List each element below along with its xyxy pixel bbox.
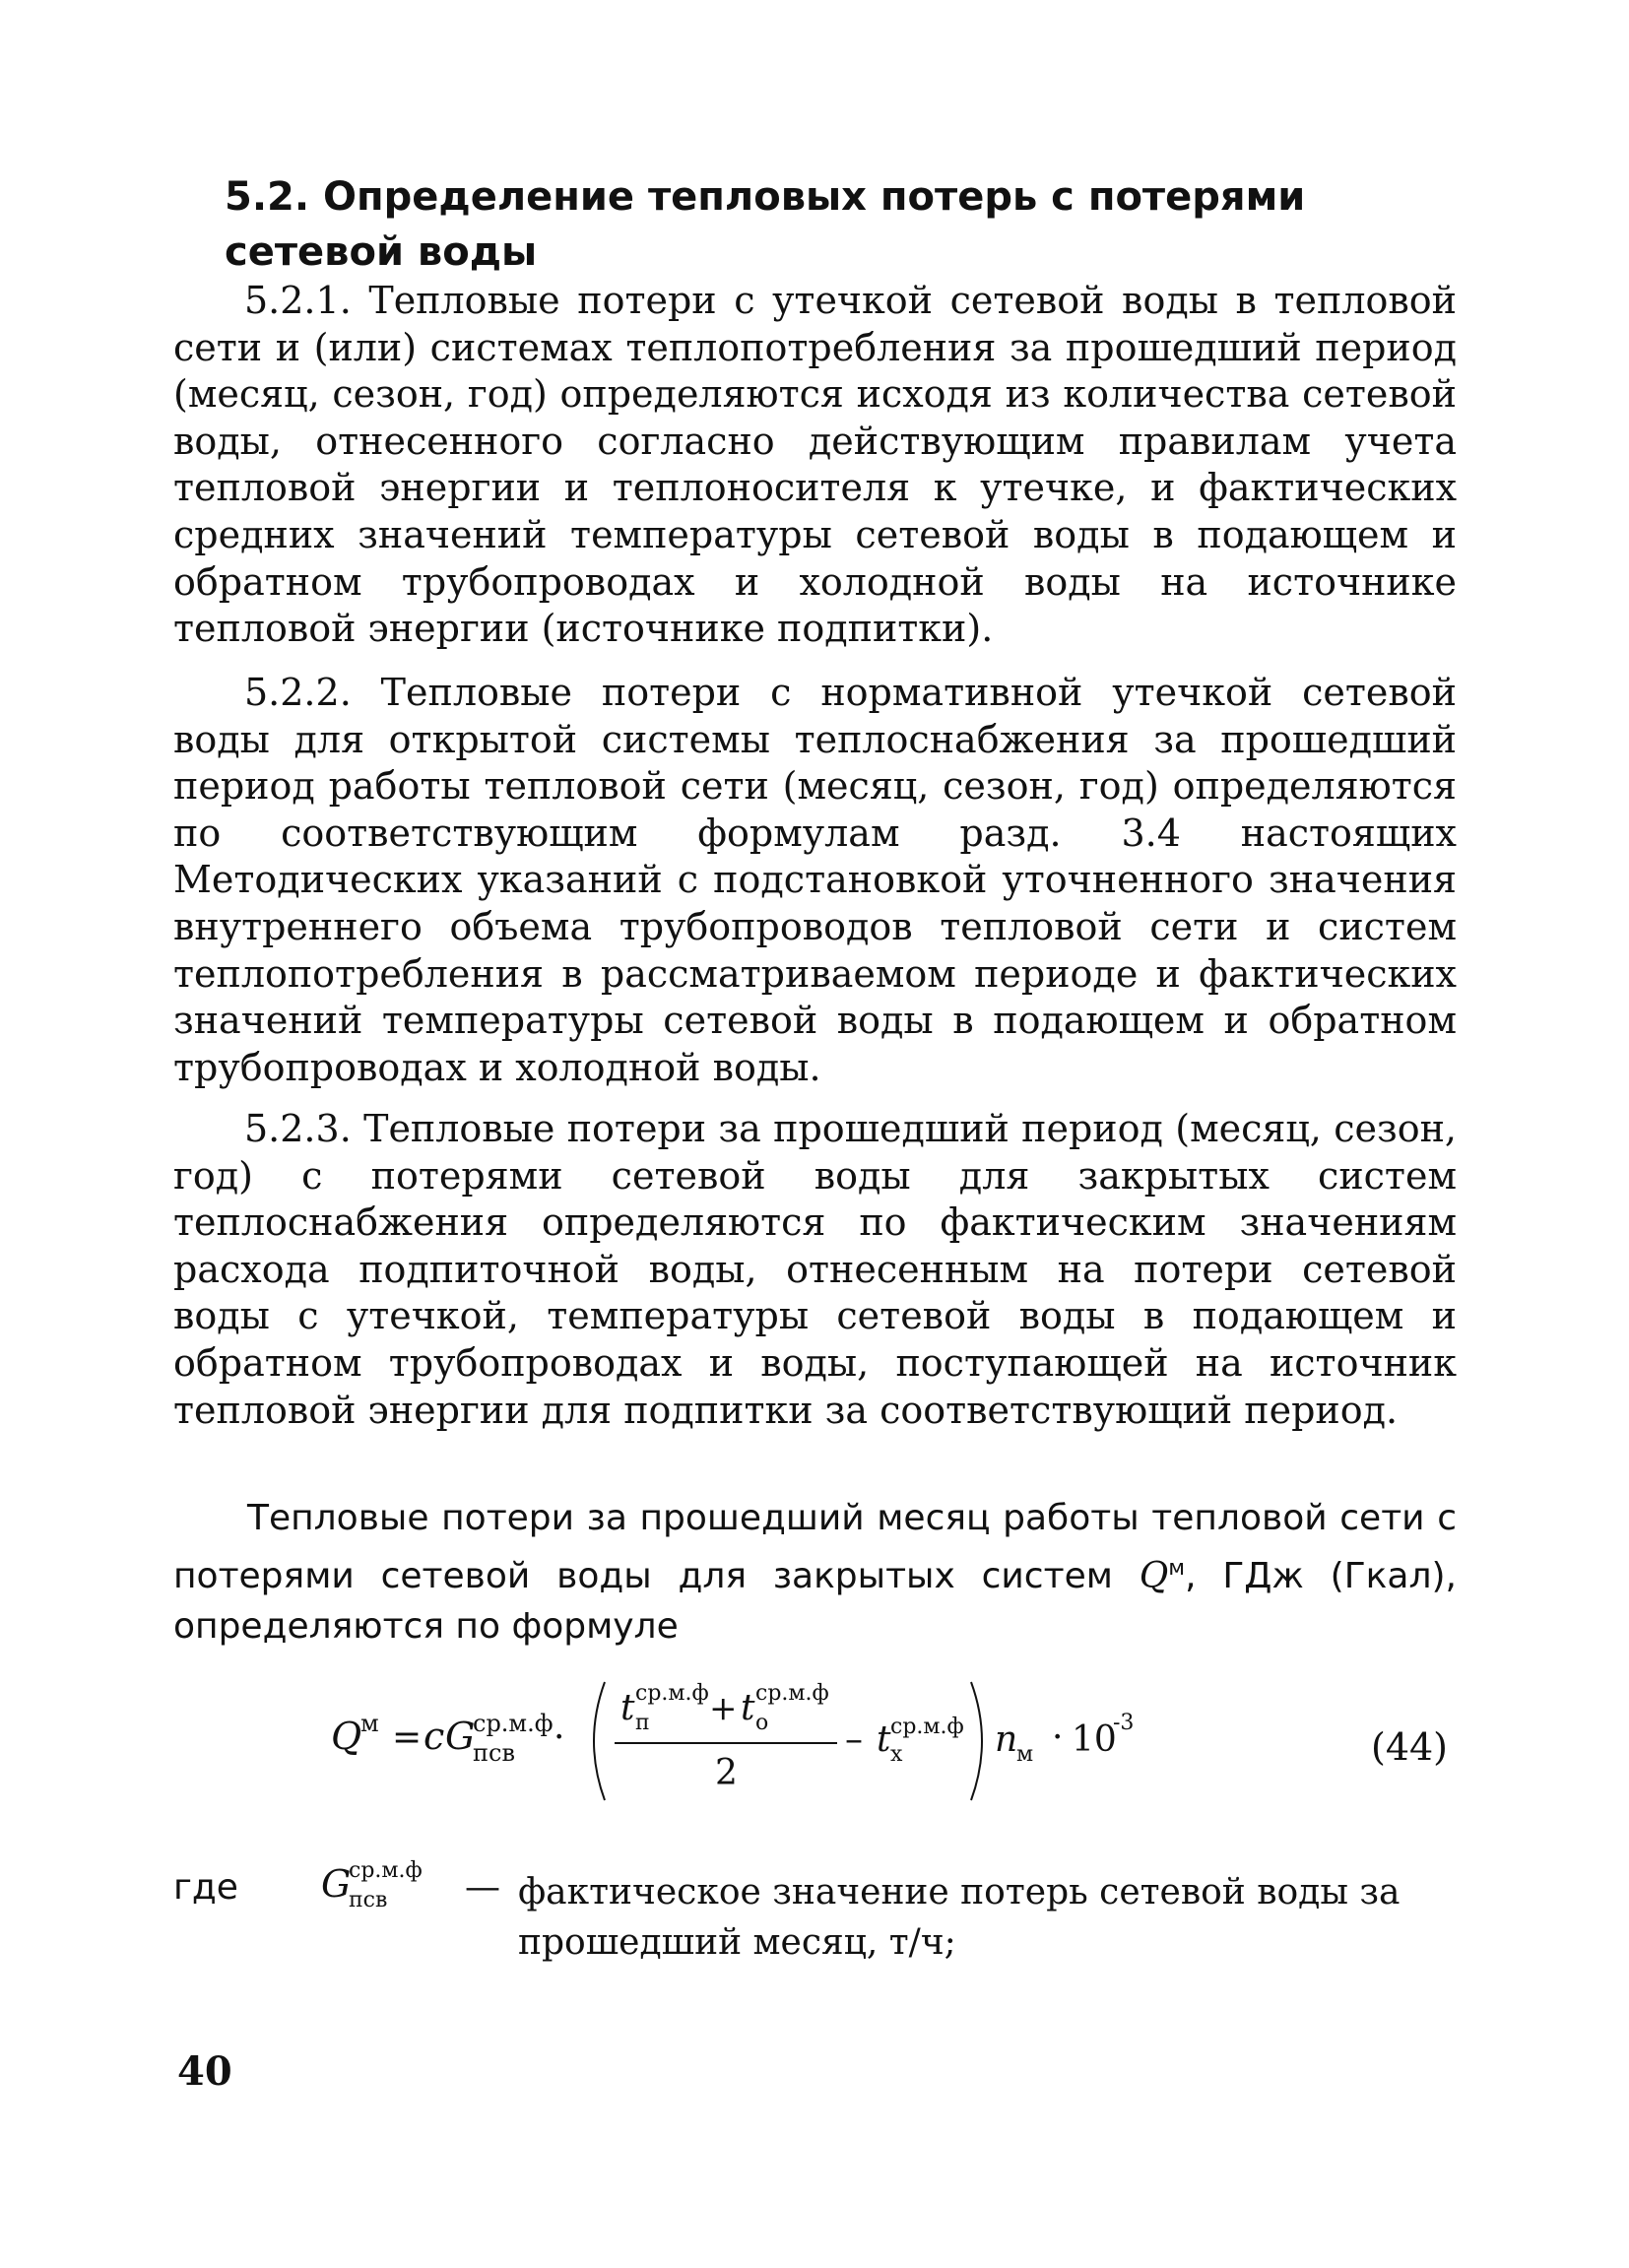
formula-intro-paragraph bbox=[173, 1493, 1457, 1652]
where-word: где bbox=[173, 1867, 238, 1908]
formula-c: c bbox=[424, 1715, 445, 1758]
formula-lhs-superscript: м bbox=[360, 1710, 379, 1737]
formula-denominator: 2 bbox=[715, 1753, 738, 1793]
formula-dot-2: · bbox=[1052, 1717, 1064, 1758]
formula-left-paren bbox=[594, 1682, 605, 1800]
formula-lhs-q: Q bbox=[331, 1715, 362, 1758]
formula-g: G bbox=[445, 1715, 476, 1758]
formula-t-o-subscript: о bbox=[755, 1711, 769, 1735]
formula-dot-1: · bbox=[554, 1717, 565, 1758]
formula-n-subscript: м bbox=[1016, 1742, 1034, 1767]
formula-t-p-superscript: ср.м.ф bbox=[635, 1681, 709, 1706]
where-definition-text: фактическое значение потерь сетевой воды за прошедший месяц, т/ч; bbox=[518, 1872, 1401, 1963]
formula-number: (44) bbox=[1371, 1725, 1449, 1769]
page-number: 40 bbox=[177, 2048, 232, 2095]
formula-svg bbox=[325, 1672, 1369, 1810]
formula-t-x-superscript: ср.м.ф bbox=[890, 1715, 964, 1739]
paragraph-5-2-2: 5.2.2. Тепловые потери с нормативной утечкой сетевой воды для открытой системы теплоснабжения за прошедший период работы тепловой сети (месяц, сезон, год) определяются по соответствующим формулам разд. 3.4 настоящих Методических указаний с подстановкой уточненного значения внутреннего объема трубопроводов тепловой сети и систем теплопотребления в рассматриваемом периоде и фактических значений температуры сетевой воды в подающем и обратном трубопроводах и холодной воды. bbox=[173, 671, 1457, 1089]
where-symbol-svg bbox=[321, 1851, 459, 1930]
formula-plus: + bbox=[709, 1689, 738, 1728]
where-g-superscript: ср.м.ф bbox=[349, 1858, 423, 1883]
formula-t-p: t bbox=[620, 1688, 635, 1728]
formula-n: n bbox=[995, 1719, 1018, 1760]
formula-t-x-subscript: х bbox=[890, 1742, 903, 1767]
formula-ten: 10 bbox=[1072, 1719, 1117, 1760]
paragraph-5-2-1: 5.2.1. Тепловые потери с утечкой сетевой воды в тепловой сети и (или) системах теплопотребления за прошедший период (месяц, сезон, год) определяются исходя из количества сетевой воды, отнесенного согласно действующим правилам учета тепловой энергии и теплоносителя к утечке, и фактических средних значений температуры сетевой воды в подающем и обратном трубопроводах и холодной воды на источнике тепловой энергии (источнике подпитки). bbox=[173, 279, 1457, 651]
formula-44 bbox=[325, 1672, 1369, 1810]
where-dash: — bbox=[465, 1867, 500, 1908]
paragraph-5-2-3: 5.2.3. Тепловые потери за прошедший период (месяц, сезон, год) с потерями сетевой воды для закрытых систем теплоснабжения определяются по фактическим значениям расхода подпиточной воды, отнесенным на потери сетевой воды с утечкой, температуры сетевой воды в подающем и обратном трубопроводах и воды, поступающей на источник тепловой энергии для подпитки за соответствующий период. bbox=[173, 1107, 1457, 1432]
formula-t-o: t bbox=[741, 1688, 755, 1728]
intro-q-symbol: Q bbox=[1139, 1556, 1169, 1596]
intro-text-before: Тепловые потери за прошедший месяц работы тепловой сети с потерями сетевой воды для закрытых систем bbox=[173, 1498, 1457, 1596]
where-g-symbol: G bbox=[321, 1862, 352, 1906]
formula-t-o-superscript: ср.м.ф bbox=[755, 1681, 829, 1706]
formula-exponent: -3 bbox=[1113, 1711, 1135, 1735]
where-g-subscript: псв bbox=[349, 1888, 388, 1912]
intro-q-superscript: м bbox=[1168, 1555, 1186, 1581]
intro-text-after: , ГДж (Гкал), определяются по формуле bbox=[173, 1556, 1457, 1647]
formula-g-superscript: ср.м.ф bbox=[473, 1710, 554, 1737]
where-definition bbox=[173, 1851, 1457, 1970]
formula-t-p-subscript: п bbox=[635, 1711, 650, 1735]
formula-right-paren bbox=[971, 1682, 982, 1800]
formula-g-subscript: псв bbox=[473, 1739, 515, 1767]
formula-t-x: t bbox=[877, 1719, 891, 1760]
formula-minus: – bbox=[845, 1719, 863, 1760]
section-heading: 5.2. Определение тепловых потерь с потерями сетевой воды bbox=[225, 174, 1306, 275]
formula-equals: = bbox=[392, 1717, 423, 1758]
